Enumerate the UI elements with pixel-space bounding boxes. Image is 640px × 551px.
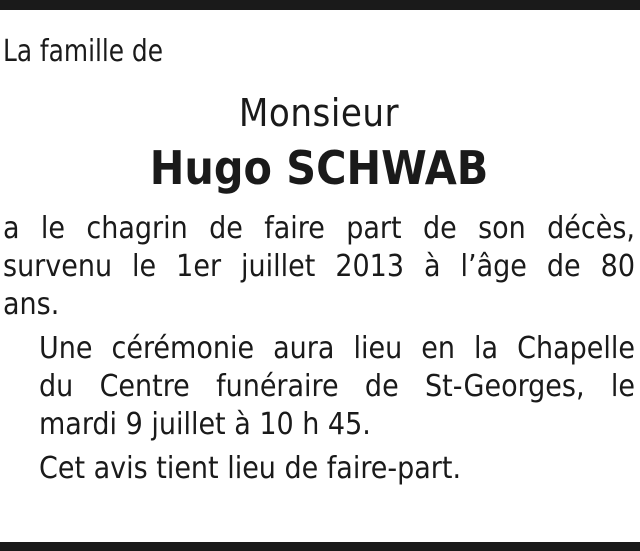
closing-text: Cet avis tient lieu de faire-part.	[39, 451, 462, 486]
announcement-line-2: survenu le 1er juillet 2013 à l’âge de 80	[3, 249, 635, 284]
announcement-line-3: ans.	[3, 287, 60, 322]
top-border-rule	[0, 0, 640, 10]
announcement-paragraph	[3, 210, 635, 324]
obituary-notice	[3, 30, 635, 488]
ceremony-line-3: mardi 9 juillet à 10 h 45.	[39, 407, 371, 442]
bottom-border-rule	[0, 542, 640, 551]
ceremony-paragraph	[3, 330, 635, 444]
intro-text: La famille de	[3, 34, 163, 69]
deceased-name: Hugo SCHWAB	[149, 141, 489, 195]
salutation: Monsieur	[238, 91, 400, 135]
ceremony-line-2: du Centre funéraire de St-Georges, le	[39, 369, 635, 404]
announcement-line-1: a le chagrin de faire part de son décès,	[3, 211, 635, 246]
ceremony-line-1: Une cérémonie aura lieu en la Chapelle	[39, 331, 635, 366]
